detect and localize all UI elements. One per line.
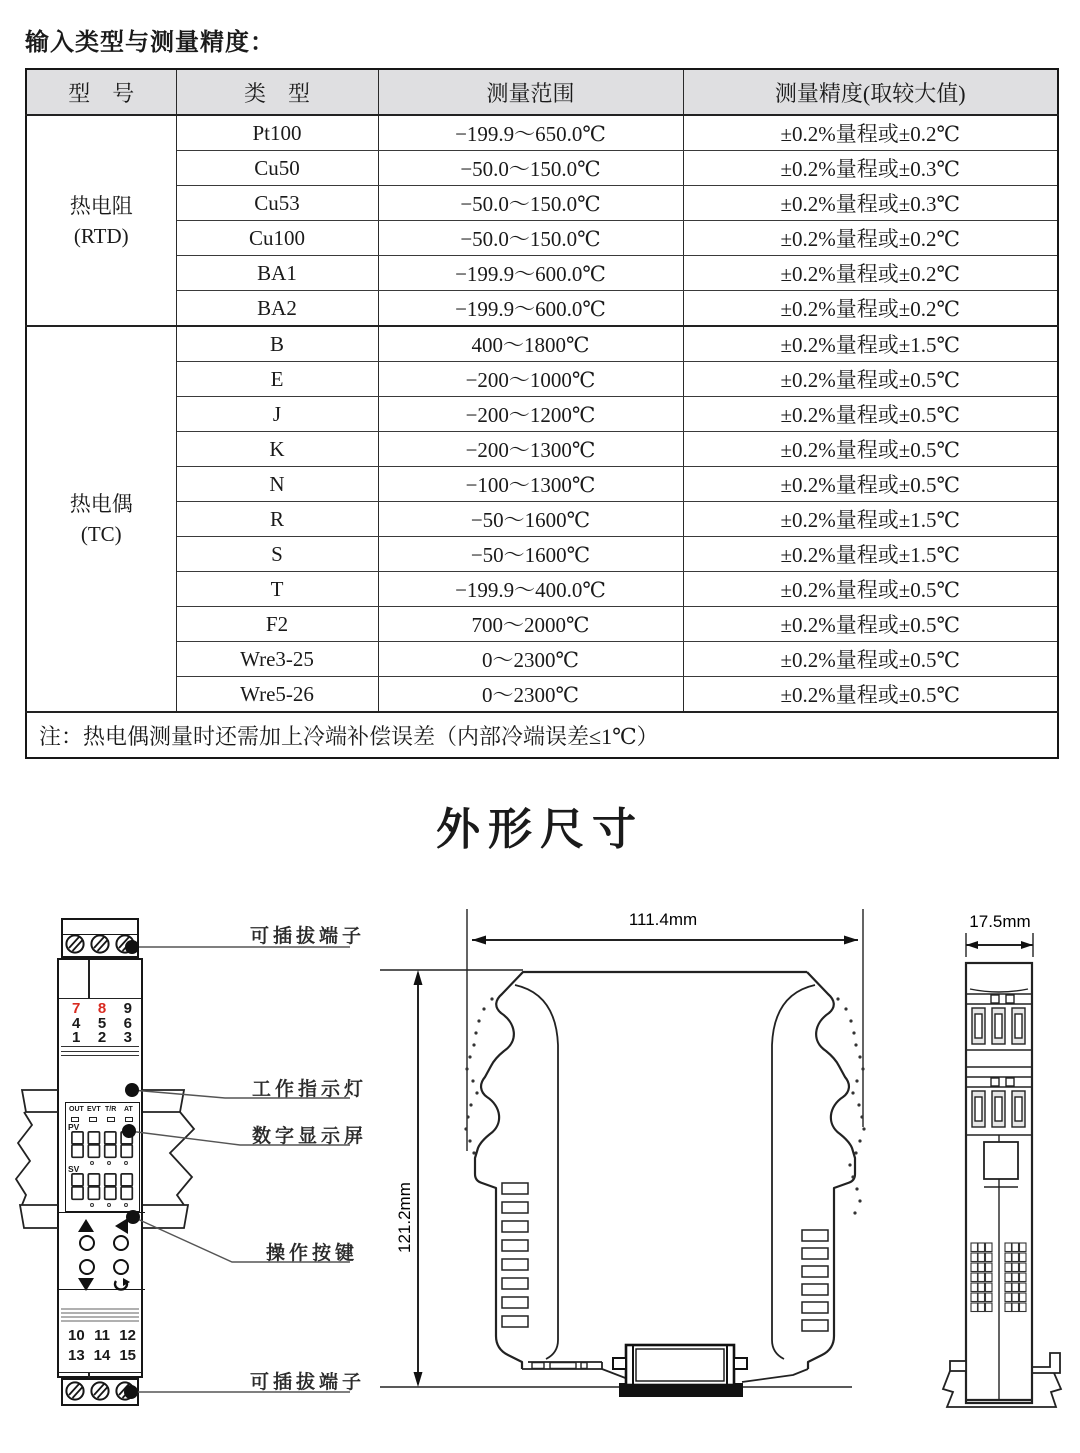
vent-cell xyxy=(971,1253,978,1262)
cell-accuracy: ±0.2%量程或±0.5℃ xyxy=(683,397,1058,432)
screw-icon xyxy=(64,933,86,955)
vent-cell xyxy=(971,1293,978,1302)
hatch-line xyxy=(61,1055,139,1056)
cell-accuracy: ±0.2%量程或±0.5℃ xyxy=(683,432,1058,467)
up-arrow-icon xyxy=(78,1219,94,1232)
cell-type: BA1 xyxy=(176,256,378,291)
table-body xyxy=(26,115,1058,712)
cell-type: B xyxy=(176,326,378,362)
vent-cell xyxy=(978,1293,985,1302)
decimal-dot xyxy=(124,1161,128,1165)
section-title: 外形尺寸 xyxy=(436,805,644,854)
dim-depth: 17.5mm xyxy=(969,912,1031,931)
cell-range: −50～1600℃ xyxy=(378,502,683,537)
terminal-number: 15 xyxy=(119,1347,136,1364)
terminal-number: 12 xyxy=(119,1327,136,1344)
cell-range: −50.0～150.0℃ xyxy=(378,186,683,221)
vent-cell xyxy=(971,1303,978,1312)
indicator-label: OUT xyxy=(69,1106,84,1113)
hatch-line xyxy=(61,1316,139,1318)
vent-cell xyxy=(971,1273,978,1282)
cell-type: S xyxy=(176,537,378,572)
terminal-number: 9 xyxy=(123,1000,132,1017)
vent-cell xyxy=(971,1263,978,1272)
button-panel xyxy=(59,1212,145,1290)
table-row xyxy=(26,362,1058,397)
vent-cell xyxy=(1012,1263,1019,1272)
vent-cell xyxy=(1020,1283,1027,1292)
cell-type: Cu53 xyxy=(176,186,378,221)
table-row xyxy=(26,607,1058,642)
cell-type: Wre5-26 xyxy=(176,677,378,713)
cell-range: −200～1200℃ xyxy=(378,397,683,432)
dim-width: 111.4mm xyxy=(628,910,698,929)
vent-cell xyxy=(978,1243,985,1252)
cell-type: J xyxy=(176,397,378,432)
bottom-terminal-numbers xyxy=(59,1326,145,1366)
up-button[interactable] xyxy=(79,1235,95,1251)
vent-cell xyxy=(1005,1303,1012,1312)
table-row xyxy=(26,221,1058,256)
vent-cell xyxy=(1005,1253,1012,1262)
cell-accuracy: ±0.2%量程或±0.5℃ xyxy=(683,467,1058,502)
left-arrow-icon xyxy=(115,1218,128,1234)
note-row xyxy=(26,712,1058,758)
table-header-row xyxy=(26,69,1058,115)
cell-type: E xyxy=(176,362,378,397)
din-rail-section xyxy=(943,1353,1061,1407)
arrowhead xyxy=(966,941,978,949)
cell-accuracy: ±0.2%量程或±1.5℃ xyxy=(683,537,1058,572)
arrowhead xyxy=(472,936,486,945)
terminal-number: 5 xyxy=(97,1014,107,1032)
cell-type: Pt100 xyxy=(176,115,378,151)
indicator-label: EVT xyxy=(87,1106,101,1113)
vent-cell xyxy=(986,1243,993,1252)
cell-range: −50.0～150.0℃ xyxy=(378,221,683,256)
cell-range: 0～2300℃ xyxy=(378,677,683,713)
table-row xyxy=(26,397,1058,432)
vent-cell xyxy=(971,1283,978,1292)
arrowhead xyxy=(414,970,423,985)
vent-cell xyxy=(1005,1283,1012,1292)
vent-cell xyxy=(986,1283,993,1292)
hatch-line xyxy=(61,1051,139,1052)
vent-cell xyxy=(1012,1273,1019,1282)
cell-range: −200～1000℃ xyxy=(378,362,683,397)
cell-range: −199.9～600.0℃ xyxy=(378,256,683,291)
terminal-number: 11 xyxy=(94,1327,110,1344)
end-view-outline xyxy=(966,963,1032,1403)
screw-icon xyxy=(64,1380,86,1402)
cell-range: −199.9～400.0℃ xyxy=(378,572,683,607)
divider xyxy=(59,998,141,999)
cell-type: N xyxy=(176,467,378,502)
table-row xyxy=(26,642,1058,677)
cell-accuracy: ±0.2%量程或±0.5℃ xyxy=(683,607,1058,642)
vent-cell xyxy=(1020,1303,1027,1312)
vent-cell xyxy=(1005,1243,1012,1252)
vent-cell xyxy=(1020,1253,1027,1262)
spec-table xyxy=(25,68,1059,759)
cell-accuracy: ±0.2%量程或±1.5℃ xyxy=(683,502,1058,537)
arrowhead xyxy=(844,936,858,945)
vent-cell xyxy=(1012,1243,1019,1252)
model-group-cell: 热电阻 (RTD) xyxy=(26,115,176,326)
callout-overlay xyxy=(0,895,1080,1453)
cell-type: Wre3-25 xyxy=(176,642,378,677)
return-arrow-icon xyxy=(112,1277,132,1293)
table-row xyxy=(26,151,1058,186)
terminal-number: 8 xyxy=(97,1000,107,1017)
decimal-dot xyxy=(107,1203,111,1207)
cell-type: F2 xyxy=(176,607,378,642)
dotted-line xyxy=(464,997,865,1214)
indicator-led xyxy=(125,1117,133,1122)
vent-cell xyxy=(978,1253,985,1262)
cell-range: −100～1300℃ xyxy=(378,467,683,502)
callout-digital-display: 数字显示屏 xyxy=(252,1126,368,1147)
divider xyxy=(59,1372,141,1373)
vent-cell xyxy=(1005,1293,1012,1302)
table-row xyxy=(26,115,1058,151)
terminal-number: 10 xyxy=(68,1327,85,1344)
page-title: 输入类型与测量精度： xyxy=(25,30,275,56)
header-model: 型 号 xyxy=(26,69,176,115)
terminal-number: 2 xyxy=(97,1029,107,1046)
screw-icon xyxy=(114,1380,136,1402)
divider xyxy=(88,960,90,998)
cell-range: 700～2000℃ xyxy=(378,607,683,642)
terminal-number: 13 xyxy=(68,1347,85,1364)
screw-icon xyxy=(114,933,136,955)
cell-accuracy: ±0.2%量程或±0.2℃ xyxy=(683,221,1058,256)
end-view xyxy=(930,895,1080,1453)
hatch-line xyxy=(61,1320,139,1322)
pv-label: PV xyxy=(68,1122,80,1132)
vent-cell xyxy=(971,1243,978,1252)
screw-icon xyxy=(89,1380,111,1402)
cell-accuracy: ±0.2%量程或±0.3℃ xyxy=(683,151,1058,186)
terminal-number: 14 xyxy=(93,1347,111,1364)
cell-type: T xyxy=(176,572,378,607)
indicator-led xyxy=(71,1117,79,1122)
table-row xyxy=(26,677,1058,713)
cell-type: Cu50 xyxy=(176,151,378,186)
arrowhead xyxy=(1021,941,1033,949)
table-row xyxy=(26,326,1058,362)
front-view xyxy=(57,918,143,1408)
enter-button[interactable] xyxy=(113,1259,129,1275)
cell-accuracy: ±0.2%量程或±0.5℃ xyxy=(683,362,1058,397)
top-terminal-numbers xyxy=(59,1002,145,1046)
table-row xyxy=(26,502,1058,537)
vent-cell xyxy=(1020,1293,1027,1302)
terminal-number: 3 xyxy=(123,1029,132,1046)
indicator-led xyxy=(89,1117,97,1122)
header-accuracy: 测量精度(取较大值) xyxy=(683,69,1058,115)
cell-accuracy: ±0.2%量程或±0.3℃ xyxy=(683,186,1058,221)
din-clip xyxy=(613,1345,747,1397)
table-row xyxy=(26,291,1058,327)
vent-slots xyxy=(502,1183,828,1331)
cell-type: Cu100 xyxy=(176,221,378,256)
callout-indicator-light: 工作指示灯 xyxy=(252,1079,368,1100)
bottom-terminal-block xyxy=(61,1378,139,1406)
cell-accuracy: ±0.2%量程或±0.2℃ xyxy=(683,115,1058,151)
terminal-number: 4 xyxy=(72,1014,81,1032)
cell-accuracy: ±0.2%量程或±0.5℃ xyxy=(683,642,1058,677)
hatch-line xyxy=(61,1046,139,1047)
indicator-label: AT xyxy=(124,1106,133,1113)
vent-grid xyxy=(971,1243,1026,1312)
vent-cell xyxy=(978,1303,985,1312)
cell-range: −199.9～650.0℃ xyxy=(378,115,683,151)
vent-cell xyxy=(1012,1303,1019,1312)
table-row xyxy=(26,572,1058,607)
table-row xyxy=(26,537,1058,572)
cell-accuracy: ±0.2%量程或±0.5℃ xyxy=(683,677,1058,713)
table-row xyxy=(26,432,1058,467)
vent-cell xyxy=(986,1263,993,1272)
model-group-cell: 热电偶 (TC) xyxy=(26,326,176,712)
vent-cell xyxy=(1020,1273,1027,1282)
cell-range: −200～1300℃ xyxy=(378,432,683,467)
decimal-dot xyxy=(90,1203,94,1207)
leader-line xyxy=(129,947,350,1392)
sv-label: SV xyxy=(68,1164,80,1174)
screw-icon xyxy=(89,933,111,955)
cell-range: 400～1800℃ xyxy=(378,326,683,362)
dimension-drawings xyxy=(0,895,1080,1453)
cell-accuracy: ±0.2%量程或±0.2℃ xyxy=(683,256,1058,291)
decimal-dot xyxy=(107,1161,111,1165)
header-type: 类 型 xyxy=(176,69,378,115)
cell-accuracy: ±0.2%量程或±0.2℃ xyxy=(683,291,1058,327)
vent-cell xyxy=(978,1263,985,1272)
dim-height: 121.2mm xyxy=(395,1182,414,1253)
cell-accuracy: ±0.2%量程或±0.5℃ xyxy=(683,572,1058,607)
callout-operation-buttons: 操作按键 xyxy=(266,1243,359,1264)
indicator-label: T/R xyxy=(105,1106,117,1113)
decimal-dot xyxy=(90,1161,94,1165)
down-button[interactable] xyxy=(79,1259,95,1275)
table-row xyxy=(26,186,1058,221)
terminal-number: 6 xyxy=(123,1014,132,1032)
vent-cell xyxy=(1005,1273,1012,1282)
shift-button[interactable] xyxy=(113,1235,129,1251)
pv-display xyxy=(70,1131,136,1159)
table-note: 注：热电偶测量时还需加上冷端补偿误差（内部冷端误差≤1℃） xyxy=(26,712,1058,758)
vent-cell xyxy=(1012,1283,1019,1292)
vent-cell xyxy=(986,1303,993,1312)
vent-cell xyxy=(986,1273,993,1282)
vent-cell xyxy=(986,1293,993,1302)
vent-cell xyxy=(1005,1263,1012,1272)
hatch-line xyxy=(61,1312,139,1314)
cell-range: 0～2300℃ xyxy=(378,642,683,677)
side-view xyxy=(380,895,880,1453)
cell-type: K xyxy=(176,432,378,467)
table-row xyxy=(26,256,1058,291)
header-range: 测量范围 xyxy=(378,69,683,115)
hatch-line xyxy=(61,1308,139,1310)
vent-cell xyxy=(1020,1263,1027,1272)
cell-range: −50.0～150.0℃ xyxy=(378,151,683,186)
cell-type: BA2 xyxy=(176,291,378,327)
cell-type: R xyxy=(176,502,378,537)
side-view-outline xyxy=(475,972,855,1382)
table-row xyxy=(26,467,1058,502)
indicator-led xyxy=(107,1117,115,1122)
terminal-screws-side xyxy=(972,995,1025,1127)
vent-cell xyxy=(986,1253,993,1262)
arrowhead xyxy=(414,1372,423,1387)
callout-terminal-top: 可插拔端子 xyxy=(250,926,366,947)
vent-cell xyxy=(1020,1243,1027,1252)
decimal-dot xyxy=(124,1203,128,1207)
cell-range: −50～1600℃ xyxy=(378,537,683,572)
vent-cell xyxy=(1012,1293,1019,1302)
vent-cell xyxy=(1012,1253,1019,1262)
module-body xyxy=(57,958,143,1378)
vent-cell xyxy=(978,1283,985,1292)
display-panel xyxy=(65,1102,140,1212)
vent-cell xyxy=(978,1273,985,1282)
cell-accuracy: ±0.2%量程或±1.5℃ xyxy=(683,326,1058,362)
terminal-number: 1 xyxy=(72,1029,81,1046)
callout-terminal-bottom: 可插拔端子 xyxy=(250,1372,366,1393)
cell-range: −199.9～600.0℃ xyxy=(378,291,683,327)
top-terminal-block xyxy=(61,918,139,958)
down-arrow-icon xyxy=(78,1278,94,1291)
terminal-number: 7 xyxy=(72,1000,81,1017)
sv-display xyxy=(70,1173,136,1201)
